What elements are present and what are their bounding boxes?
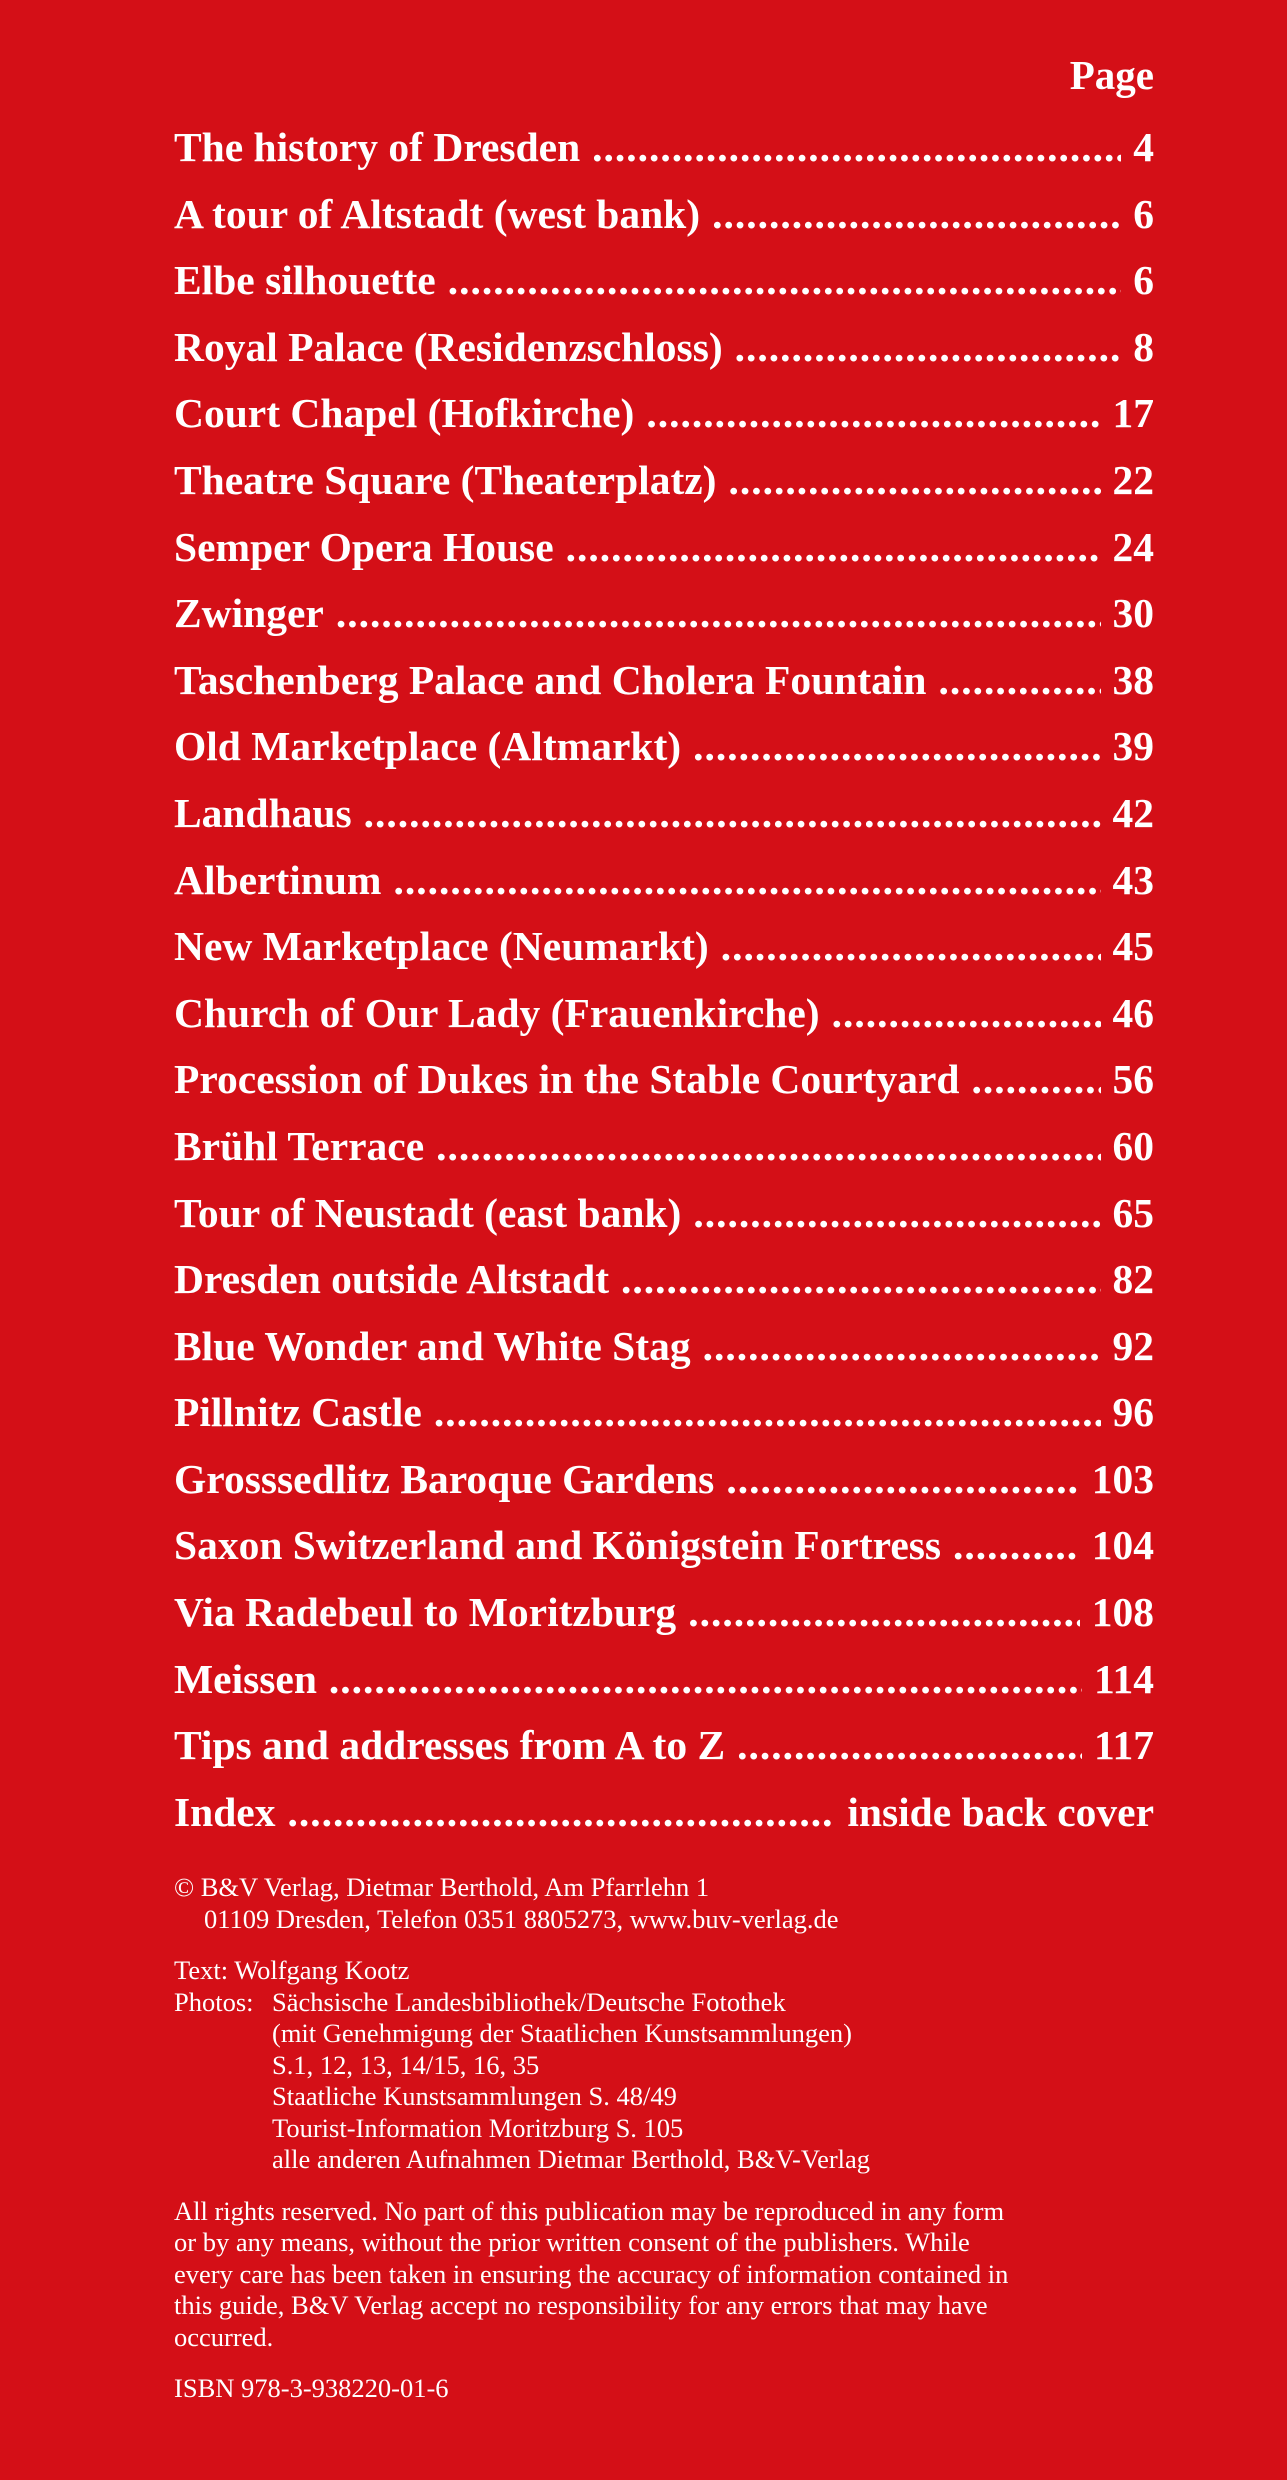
toc-entry <box>174 1379 1154 1446</box>
toc-list <box>174 114 1154 1845</box>
toc-entry-title: Court Chapel (Hofkirche) <box>174 390 635 437</box>
toc-entry-page: 108 <box>1091 1589 1154 1636</box>
toc-entry-page: inside back cover <box>847 1788 1154 1835</box>
toc-entry <box>174 1446 1154 1513</box>
toc-entry <box>174 1512 1154 1579</box>
toc-entry-page: 6 <box>1133 190 1154 237</box>
toc-entry <box>174 713 1154 780</box>
rights-line: every care has been taken in ensuring the accuracy of information contained in <box>174 2258 1009 2289</box>
toc-entry-page: 46 <box>1112 989 1154 1036</box>
photos-label: Photos: <box>174 1986 254 2017</box>
dot-leader <box>938 647 1100 714</box>
toc-entry <box>174 1579 1154 1646</box>
toc-entry-page: 38 <box>1112 656 1154 703</box>
rights-line: this guide, B&V Verlag accept no responsibility for any errors that may have <box>174 2290 988 2320</box>
dot-leader <box>448 247 1122 314</box>
toc-entry-title: Zwinger <box>174 590 324 637</box>
toc-entry-title: Saxon Switzerland and Königstein Fortress <box>174 1522 942 1569</box>
toc-entry-title: Theatre Square (Theaterplatz) <box>174 456 717 503</box>
dot-leader <box>364 780 1101 847</box>
dot-leader <box>434 1379 1101 1446</box>
toc-entry-page: 104 <box>1091 1522 1154 1569</box>
dot-leader <box>287 1779 835 1846</box>
toc-entry-title: Meissen <box>174 1655 317 1702</box>
dot-leader <box>737 1712 1082 1779</box>
toc-entry-title: Landhaus <box>174 789 352 836</box>
dot-leader <box>394 847 1101 914</box>
photo-credit-lines <box>272 1987 870 2176</box>
toc-entry-page: 82 <box>1112 1256 1154 1303</box>
toc-entry-page: 56 <box>1112 1056 1154 1103</box>
toc-entry-title: Blue Wonder and White Stag <box>174 1322 691 1369</box>
table-of-contents <box>174 50 1154 1845</box>
copyright-line: © B&V Verlag, Dietmar Berthold, Am Pfarrlehn 1 <box>174 1872 710 1902</box>
publisher-address: 01109 Dresden, Telefon 0351 8805273, www.buv-verlag.de <box>204 1903 839 1934</box>
dot-leader <box>703 1313 1101 1380</box>
dot-leader <box>953 1512 1080 1579</box>
rights-line: occurred. <box>174 2321 274 2352</box>
toc-entry <box>174 114 1154 181</box>
toc-entry-page: 45 <box>1112 923 1154 970</box>
toc-entry <box>174 847 1154 914</box>
rights-notice <box>174 2196 1154 2354</box>
toc-entry-title: Via Radebeul to Moritzburg <box>174 1589 677 1636</box>
dot-leader <box>336 580 1101 647</box>
photo-credit-line: alle anderen Aufnahmen Dietmar Berthold, B&V-Verlag <box>272 2144 871 2174</box>
toc-entry-title: Elbe silhouette <box>174 257 436 304</box>
toc-entry <box>174 1180 1154 1247</box>
toc-entry <box>174 780 1154 847</box>
imprint <box>174 1872 1154 2405</box>
toc-entry-title: Old Marketplace (Altmarkt) <box>174 723 682 770</box>
toc-entry-page: 42 <box>1112 789 1154 836</box>
toc-entry <box>174 1646 1154 1713</box>
toc-entry-title: Tips and addresses from A to Z <box>174 1722 726 1769</box>
toc-entry <box>174 1246 1154 1313</box>
toc-entry-title: Pillnitz Castle <box>174 1389 422 1436</box>
photo-credit-line: S.1, 12, 13, 14/15, 16, 35 <box>272 2049 540 2080</box>
dot-leader <box>721 913 1101 980</box>
toc-entry <box>174 447 1154 514</box>
toc-entry <box>174 1712 1154 1779</box>
photo-credit-line: Sächsische Landesbibliothek/Deutsche Fotothek <box>272 1986 786 2017</box>
toc-entry-title: Procession of Dukes in the Stable Courtyard <box>174 1056 960 1103</box>
toc-entry-title: Albertinum <box>174 856 382 903</box>
toc-entry-page: 114 <box>1094 1655 1154 1702</box>
photo-credit-line: Tourist-Information Moritzburg S. 105 <box>272 2112 684 2143</box>
dot-leader <box>688 1579 1080 1646</box>
toc-entry-title: Brühl Terrace <box>174 1122 425 1169</box>
toc-entry-title: New Marketplace (Neumarkt) <box>174 923 709 970</box>
dot-leader <box>646 380 1100 447</box>
dot-leader <box>436 1113 1100 1180</box>
dot-leader <box>735 314 1122 381</box>
rights-line: All rights reserved. No part of this publication may be reproduced in any form <box>174 2195 1005 2226</box>
toc-entry <box>174 1113 1154 1180</box>
toc-entry <box>174 247 1154 314</box>
toc-entry-page: 4 <box>1133 124 1154 170</box>
dot-leader <box>693 1180 1100 1247</box>
photo-credits <box>174 1987 1154 2176</box>
toc-entry <box>174 580 1154 647</box>
dot-leader <box>712 181 1121 248</box>
dot-leader <box>729 447 1101 514</box>
toc-entry-title: Taschenberg Palace and Cholera Fountain <box>174 656 927 703</box>
dot-leader <box>329 1646 1082 1713</box>
toc-entry-title: Semper Opera House <box>174 523 554 570</box>
toc-entry-page: 22 <box>1112 456 1154 503</box>
dot-leader <box>693 713 1100 780</box>
toc-entry <box>174 380 1154 447</box>
toc-entry-page: 96 <box>1112 1389 1154 1436</box>
toc-entry-page: 117 <box>1094 1722 1154 1769</box>
toc-entry-page: 60 <box>1112 1122 1154 1169</box>
toc-entry <box>174 1779 1154 1846</box>
rights-line: or by any means, without the prior written consent of the publishers. While <box>174 2227 970 2257</box>
toc-entry-page: 17 <box>1112 390 1154 437</box>
dot-leader <box>566 514 1101 581</box>
toc-entry <box>174 314 1154 381</box>
dot-leader <box>621 1246 1100 1313</box>
text-credit: Text: Wolfgang Kootz <box>174 1955 410 1985</box>
isbn: ISBN 978-3-938220-01-6 <box>174 2373 449 2403</box>
dot-leader <box>592 114 1121 181</box>
toc-entry-title: Church of Our Lady (Frauenkirche) <box>174 989 820 1036</box>
toc-entry-page: 8 <box>1133 323 1154 370</box>
toc-entry <box>174 1313 1154 1380</box>
toc-entry <box>174 181 1154 248</box>
copyright-notice <box>174 1872 1154 1935</box>
toc-entry-title: Grosssedlitz Baroque Gardens <box>174 1455 715 1502</box>
toc-entry-page: 6 <box>1133 257 1154 304</box>
photo-credit-line: Staatliche Kunstsammlungen S. 48/49 <box>272 2081 677 2111</box>
toc-entry-page: 30 <box>1112 590 1154 637</box>
toc-entry-title: A tour of Altstadt (west bank) <box>174 190 701 237</box>
dot-leader <box>971 1046 1100 1113</box>
toc-entry-page: 39 <box>1112 723 1154 770</box>
dot-leader <box>726 1446 1079 1513</box>
toc-entry-title: Dresden outside Altstadt <box>174 1256 610 1303</box>
toc-entry-title: Royal Palace (Residenzschloss) <box>174 323 723 370</box>
toc-entry <box>174 1046 1154 1113</box>
toc-entry <box>174 514 1154 581</box>
toc-entry-page: 43 <box>1112 856 1154 903</box>
page-column-heading: Page <box>1069 52 1154 98</box>
toc-entry-page: 65 <box>1112 1189 1154 1236</box>
toc-entry-title: Tour of Neustadt (east bank) <box>174 1189 682 1236</box>
toc-entry <box>174 980 1154 1047</box>
toc-entry-page: 92 <box>1112 1322 1154 1369</box>
photo-credit-line: (mit Genehmigung der Staatlichen Kunstsammlungen) <box>272 2018 852 2048</box>
toc-entry-page: 103 <box>1091 1455 1154 1502</box>
toc-entry-title: The history of Dresden <box>174 124 581 170</box>
dot-leader <box>832 980 1101 1047</box>
toc-entry <box>174 913 1154 980</box>
toc-entry <box>174 647 1154 714</box>
toc-entry-page: 24 <box>1112 523 1154 570</box>
toc-entry-title: Index <box>174 1788 276 1835</box>
